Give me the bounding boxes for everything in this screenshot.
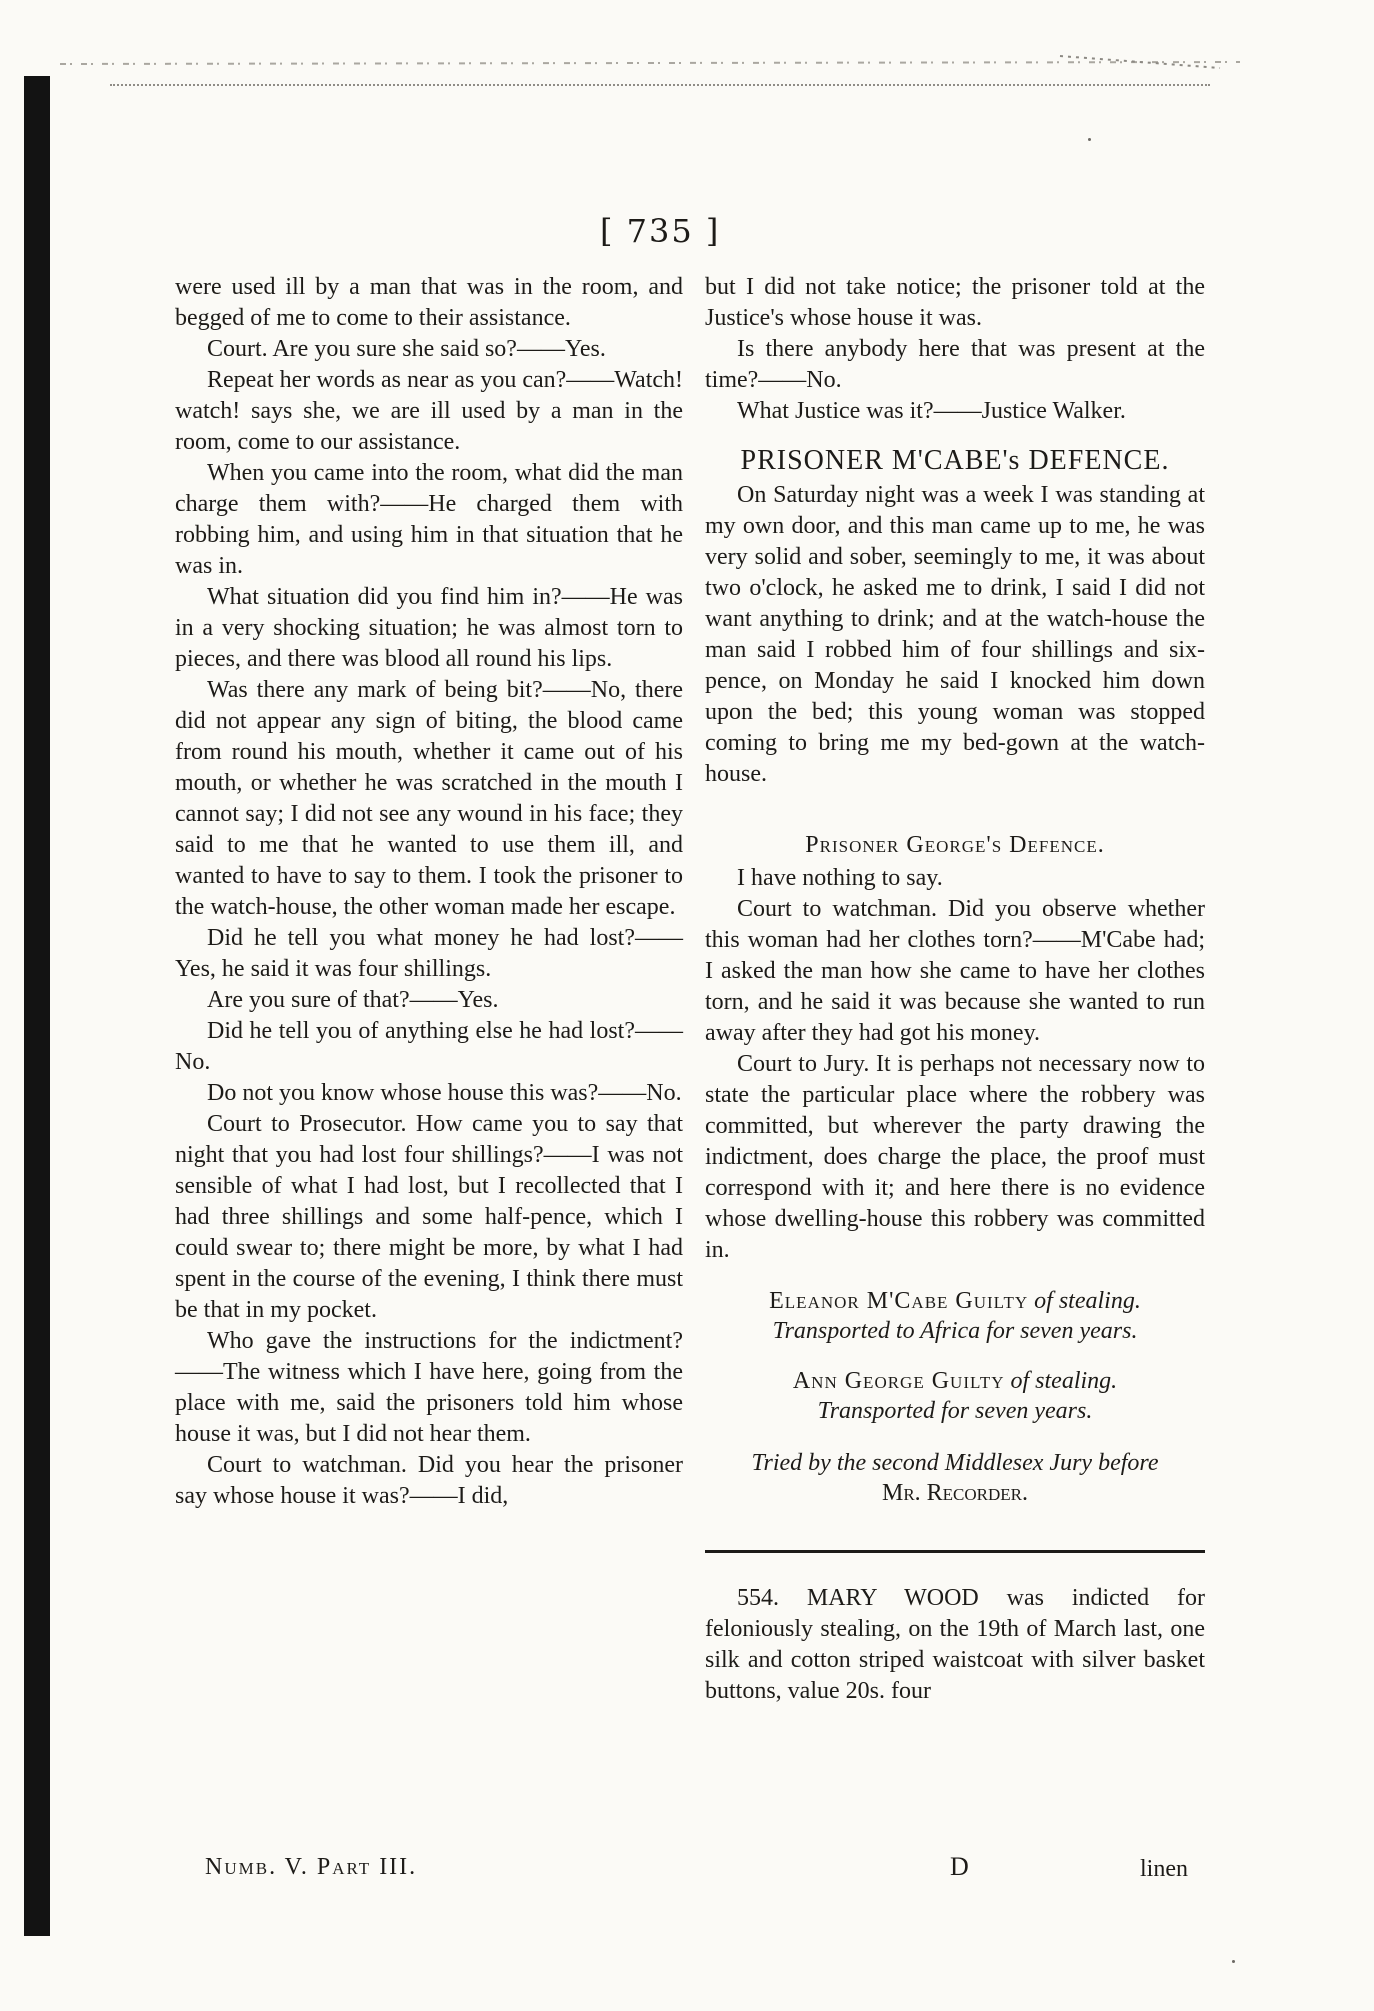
paragraph: Are you sure of that?——Yes. (207, 987, 499, 1013)
scan-noise (60, 54, 1240, 104)
paragraph: Is there anybody here that was present at the time?——No. (705, 336, 1205, 393)
top-dotted-rule (110, 84, 1210, 90)
paragraph: Was there any mark of being bit?——No, there did not appear any sign of biting, the blood came from round his mouth, whether it came out of his mouth, or whether he was scratched in the mouth I cannot say; I did not see any wound in his face; they said to me that he wanted to use them ill, and wanted to have to say to them. I took the prisoner to the watch-house, the other woman made her escape. (175, 677, 683, 920)
paragraph: Court to watchman. Did you observe whether this woman had her clothes torn?——M'Cabe had; I asked the man how she came to have her clothes torn, and he said it was because she wanted to run away after they had got his money. (705, 896, 1205, 1046)
scan-speck (1088, 138, 1091, 141)
verdict-name: Ann George Guilty (792, 1368, 1005, 1394)
paragraph: Who gave the instructions for the indictment?——The witness which I have here, going from the place with me, said the prisoners told him whose house it was, but I did not hear them. (175, 1328, 683, 1447)
defence-text: On Saturday night was a week I was standing at my own door, and this man came up to me, he was very solid and sober, seemingly to me, it was about two o'clock, he asked me to drink, I said I did not want anything to drink; and at the watch-house the man said I robbed him of four shillings and six-pence, on Monday he said I knocked him down upon the bed; this young woman was stopped coming to bring me my bed-gown at the watch-house. (705, 482, 1205, 787)
case-paragraph: 554. MARY WOOD was indicted for feloniously stealing, on the 19th of March last, one silk and cotton striped waistcoat with silver basket buttons, value 20s. four (705, 1585, 1205, 1704)
paragraph: Repeat her words as near as you can?——Watch! watch! says she, we are ill used by a man in the room, come to our assistance. (175, 367, 683, 455)
defence-heading: Prisoner George's Defence. (805, 832, 1105, 858)
paragraph: Did he tell you what money he had lost?——Yes, he said it was four shillings. (175, 925, 683, 982)
section-divider (705, 1550, 1205, 1553)
paragraph: Did he tell you of anything else he had lost?——No. (175, 1018, 683, 1075)
catchword: linen (1140, 1856, 1188, 1882)
defence-heading: PRISONER M'CABE's DEFENCE. (740, 445, 1170, 476)
paragraph: What situation did you find him in?——He was in a very shocking situation; he was almost torn to pieces, and there was blood all round his lips. (175, 584, 683, 672)
left-column (175, 272, 683, 1512)
paragraph: Court to Prosecutor. How came you to say that night that you had lost four shillings?——I was not sensible of what I had lost, but I recollected that I had three shillings and some half-pence, which I could swear to; there might be more, by what I had spent in the course of the evening, I think there must be that in my pocket. (175, 1111, 683, 1323)
paragraph: Court to Jury. It is perhaps not necessary now to state the particular place where the robbery was committed, but wherever the party drawing the indictment, does charge the place, the proof must correspond with it; and here there is no evidence whose dwelling-house this robbery was committed in. (705, 1051, 1205, 1263)
paragraph: but I did not take notice; the prisoner told at the Justice's whose house it was. (705, 274, 1205, 331)
verdict (705, 1286, 1205, 1346)
issue-footer: Numb. V. Part III. (205, 1854, 418, 1880)
verdict-charge: of stealing. (1010, 1368, 1118, 1394)
verdict-name: Eleanor M'Cabe Guilty (769, 1288, 1029, 1314)
paragraph: Do not you know whose house this was?——No. (207, 1080, 682, 1106)
paragraph: Court. Are you sure she said so?——Yes. (207, 336, 606, 362)
paragraph: Court to watchman. Did you hear the prisoner say whose house it was?——I did, (175, 1452, 683, 1509)
verdict-sentence: Transported for seven years. (817, 1398, 1093, 1424)
paragraph: I have nothing to say. (737, 865, 943, 891)
paragraph: were used ill by a man that was in the room, and begged of me to come to their assistance. (175, 274, 683, 331)
jury-note-recorder: Mr. Recorder. (881, 1480, 1029, 1506)
signature-mark: D (950, 1852, 969, 1881)
scan-speck (1232, 1960, 1235, 1963)
paragraph: What Justice was it?——Justice Walker. (737, 398, 1126, 424)
binding-spine (24, 76, 50, 1936)
verdict (705, 1366, 1205, 1426)
jury-note (705, 1448, 1205, 1508)
right-column (705, 272, 1205, 1707)
verdict-sentence: Transported to Africa for seven years. (772, 1318, 1138, 1344)
verdict-charge: of stealing. (1034, 1288, 1141, 1314)
jury-note-text: Tried by the second Middlesex Jury before (751, 1450, 1159, 1476)
page-number-header: [ 735 ] (600, 212, 721, 250)
paragraph: When you came into the room, what did the man charge them with?——He charged them with robbing him, and using him in that situation that he was in. (175, 460, 683, 579)
